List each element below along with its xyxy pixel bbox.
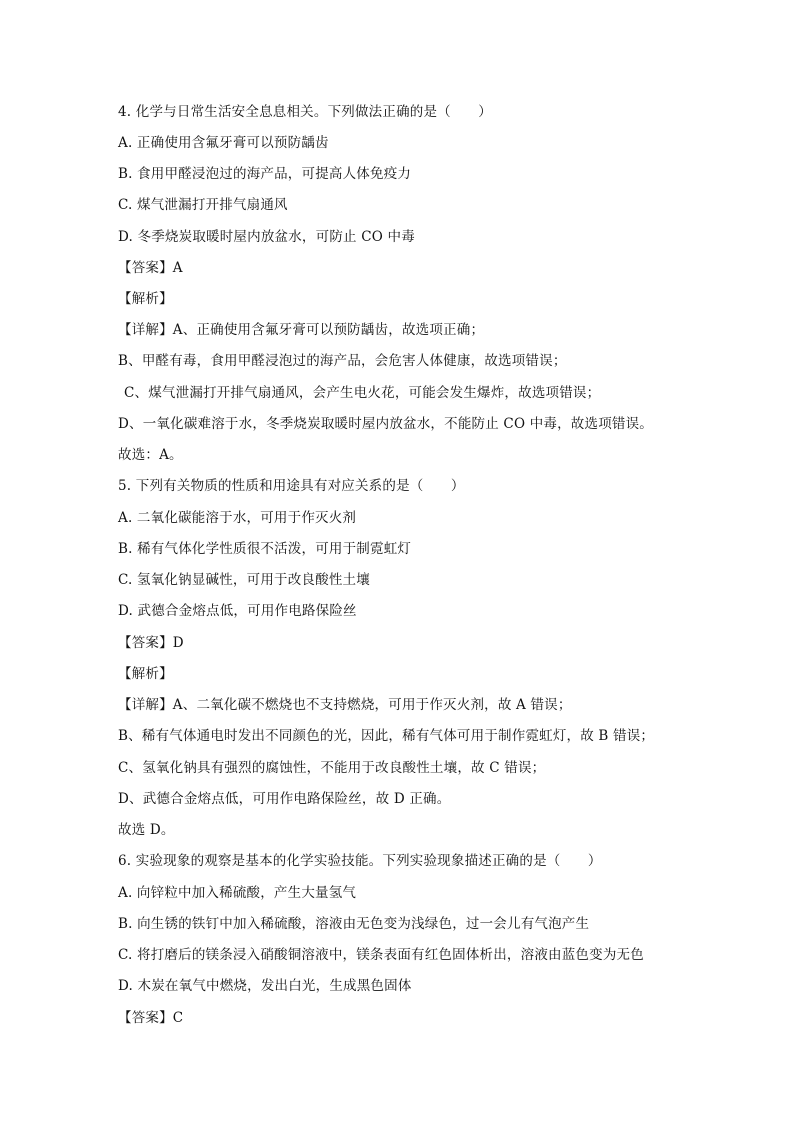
question-4-explanation-d: D、一氧化碳难溶于水，冬季烧炭取暖时屋内放盆水，不能防止 CO 中毒，故选项错误。	[118, 416, 654, 432]
question-6-option-a: A. 向锌粒中加入稀硫酸，产生大量氢气	[118, 885, 357, 901]
question-4-answer: 【答案】A	[118, 260, 183, 276]
question-4-option-a: A. 正确使用含氟牙膏可以预防龋齿	[118, 135, 329, 151]
question-5-stem: 5. 下列有关物质的性质和用途具有对应关系的是（ ）	[118, 478, 465, 494]
question-5-explanation-c: C、氢氧化钠具有强烈的腐蚀性，不能用于改良酸性土壤，故 C 错误；	[118, 760, 546, 776]
question-4-option-c: C. 煤气泄漏打开排气扇通风	[118, 197, 288, 213]
question-6-stem: 6. 实验现象的观察是基本的化学实验技能。下列实验现象描述正确的是（ ）	[118, 853, 602, 869]
question-5-option-c: C. 氢氧化钠显碱性，可用于改良酸性土壤	[118, 572, 370, 588]
question-4-explanation-a: 【详解】A、正确使用含氟牙膏可以预防龋齿，故选项正确；	[118, 322, 485, 338]
question-4-explanation-c: C、煤气泄漏打开排气扇通风，会产生电火花，可能会发生爆炸，故选项错误；	[124, 385, 601, 401]
question-5-explanation-a: 【详解】A、二氧化碳不燃烧也不支持燃烧，可用于作灭火剂，故 A 错误；	[118, 697, 572, 713]
question-5-option-b: B. 稀有气体化学性质很不活泼，可用于制霓虹灯	[118, 541, 412, 557]
question-5-option-a: A. 二氧化碳能溶于水，可用于作灭火剂	[118, 510, 357, 526]
question-5-explanation-d: D、武德合金熔点低，可用作电路保险丝，故 D 正确。	[118, 791, 451, 807]
question-4-explanation-b: B、甲醛有毒，食用甲醛浸泡过的海产品，会危害人体健康，故选项错误；	[118, 353, 567, 369]
question-6-option-c: C. 将打磨后的镁条浸入硝酸铜溶液中，镁条表面有红色固体析出，溶液由蓝色变为无色	[118, 947, 644, 963]
question-4-analysis-heading: 【解析】	[118, 291, 173, 307]
question-6-answer: 【答案】C	[118, 1010, 184, 1026]
question-4-option-d: D. 冬季烧炭取暖时屋内放盆水，可防止 CO 中毒	[118, 229, 415, 245]
question-5-option-d: D. 武德合金熔点低，可用作电路保险丝	[118, 603, 357, 619]
question-5-answer: 【答案】D	[118, 635, 184, 651]
question-4-conclusion: 故选：A。	[118, 447, 183, 463]
question-6-option-d: D. 木炭在氧气中燃烧，发出白光，生成黑色固体	[118, 978, 412, 994]
question-4-stem: 4. 化学与日常生活安全息息相关。下列做法正确的是（ ）	[118, 104, 492, 120]
question-5-analysis-heading: 【解析】	[118, 666, 173, 682]
question-5-explanation-b: B、稀有气体通电时发出不同颜色的光，因此，稀有气体可用于制作霓虹灯，故 B 错误；	[118, 728, 655, 744]
question-5-conclusion: 故选 D。	[118, 822, 175, 838]
question-6-option-b: B. 向生锈的铁钉中加入稀硫酸，溶液由无色变为浅绿色，过一会儿有气泡产生	[118, 916, 590, 932]
question-4-option-b: B. 食用甲醛浸泡过的海产品，可提高人体免疫力	[118, 166, 412, 182]
